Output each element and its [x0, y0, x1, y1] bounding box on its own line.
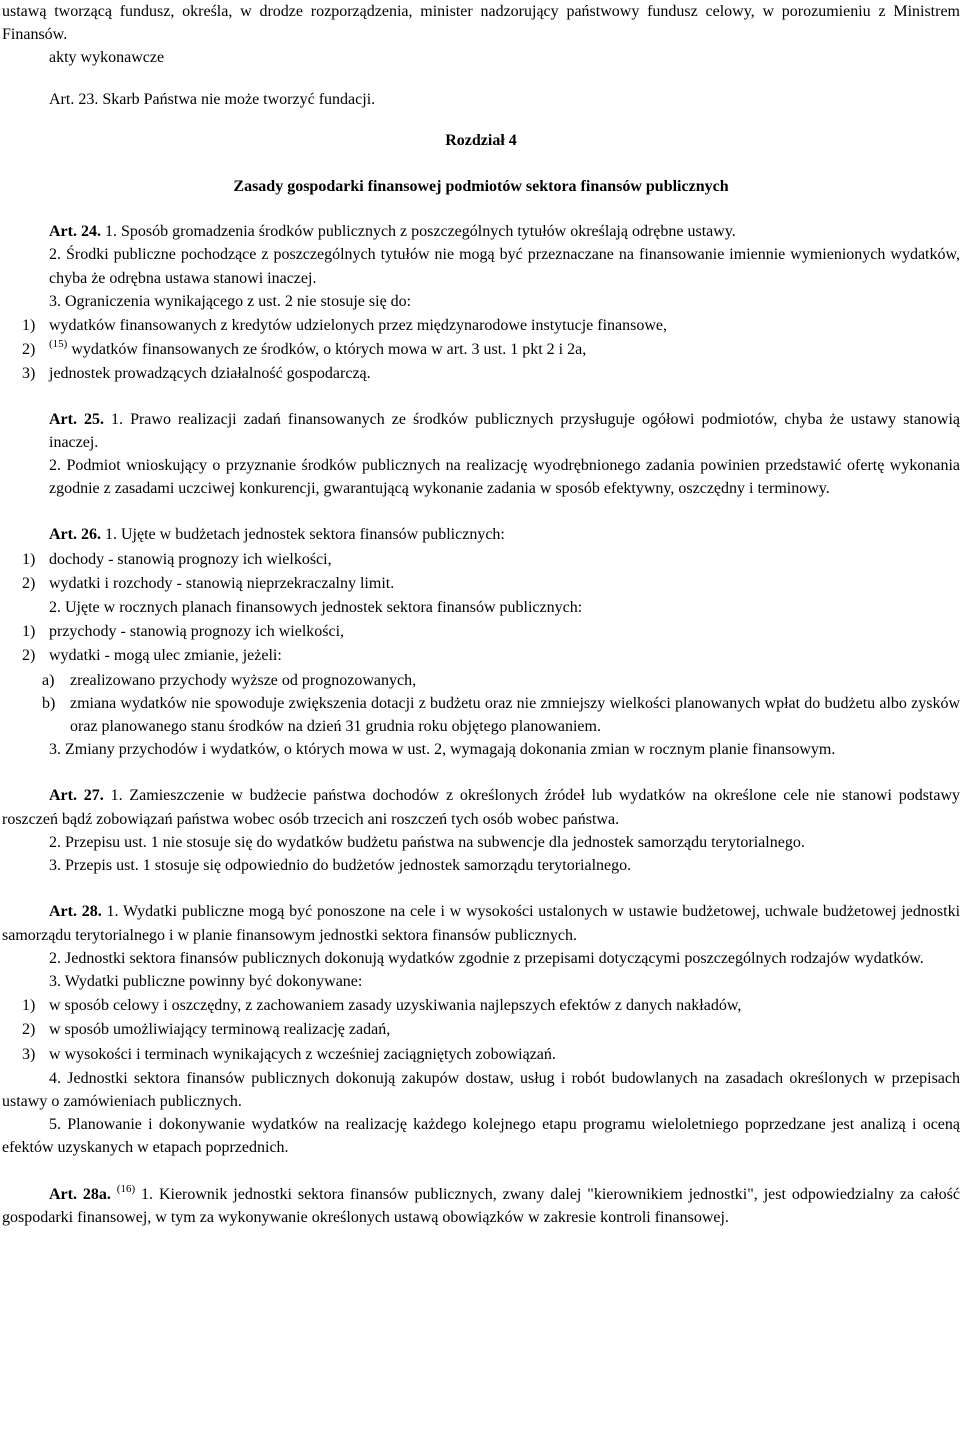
article-28a-label: Art. 28a. [49, 1185, 111, 1203]
footnote-reference: (16) [116, 1182, 136, 1195]
intro-paragraph: ustawą tworzącą fundusz, określa, w drodze rozporządzenia, minister nadzorujący państwowy fundusz celowy, w porozumieniu z Ministrem Finansów. [2, 3, 960, 44]
list-item: 2) wydatki i rozchody - stanowią nieprzekraczalny limit. [22, 574, 395, 592]
article-25-label: Art. 25. [49, 410, 105, 428]
article-24-p1-text: 1. Sposób gromadzenia środków publicznych z poszczególnych tytułów określają odrębne ustawy. [104, 223, 736, 241]
article-25-paragraph-1: Art. 25. 1. Prawo realizacji zadań finansowanych ze środków publicznych przysługuje ogółowi podmiotów, chyba że ustawy stanowią inaczej. [49, 410, 960, 451]
list-item: 2) $^{(15)}$ wydatków finansowanych ze środków, o których mowa w art. 3 ust. 1 pkt 2 i 2a, [22, 338, 587, 359]
list-item: 1) wydatków finansowanych z kredytów udzielonych przez międzynarodowe instytucje finansowe, [22, 317, 668, 335]
list-item: 3) w wysokości i terminach wynikających z wcześniej zaciągniętych zobowiązań. [22, 1045, 556, 1063]
list-item: 1) przychody - stanowią prognozy ich wielkości, [22, 623, 345, 641]
article-23 [2, 88, 960, 111]
article-27-paragraph-2: 2. Przepisu ust. 1 nie stosuje się do wydatków budżetu państwa na subwencje dla jednostek samorządu terytorialnego. [49, 833, 805, 851]
article-23-text: Skarb Państwa nie może tworzyć fundacji. [102, 90, 376, 108]
article-24-paragraph-1 [2, 220, 960, 243]
article-28-paragraph-3: 3. Wydatki publiczne powinny być dokonywane: [49, 972, 363, 990]
article-27-paragraph-1: Art. 27. 1. Zamieszczenie w budżecie państwa dochodów z określonych źródeł lub wydatków na określone cele nie stanowi podstawy roszczeń bądź zobowiązań państwa wobec osób trzecich ani roszczeń tych osób wobec państwa. [2, 787, 960, 828]
footnote-reference: (15) [49, 338, 68, 351]
intro-note: akty wykonawcze [49, 49, 165, 67]
list-item: 3) jednostek prowadzących działalność gospodarczą. [22, 365, 371, 383]
article-24-label: Art. 24. [49, 223, 101, 241]
article-28-paragraph-1: Art. 28. 1. Wydatki publiczne mogą być ponoszone na cele i w wysokości ustalonych w ustawie budżetowej, uchwale budżetowej jednostki samorządu terytorialnego i w planie finansowym jednostki sektora finansów publicznych. [2, 903, 960, 944]
article-27-label: Art. 27. [49, 787, 104, 805]
article-24-paragraph-3: 3. Ograniczenia wynikającego z ust. 2 nie stosuje się do: [49, 292, 412, 310]
chapter-subtitle: Zasady gospodarki finansowej podmiotów sektora finansów publicznych [233, 178, 729, 196]
sub-list-item: b) zmiana wydatków nie spowoduje zwiększenia dotacji z budżetu oraz nie zmniejszy wielkości planowanych wpłat do budżetu albo zysków oraz planowanego stanu środków na dzień 31 grudnia roku objętego planowaniem. [42, 694, 960, 736]
article-23-label: Art. 23. [49, 90, 99, 108]
article-28-paragraph-4: 4. Jednostki sektora finansów publicznych dokonują zakupów dostaw, usług i robót budowlanych na zasadach określonych w przepisach ustawy o zamówieniach publicznych. [2, 1069, 960, 1110]
article-28-paragraph-2: 2. Jednostki sektora finansów publicznych dokonują wydatków zgodnie z przepisami dotyczącymi poszczególnych rodzajów wydatków. [49, 949, 924, 967]
article-26-label: Art. 26. [49, 526, 101, 544]
sub-list-item: a) zrealizowano przychody wyższe od prognozowanych, [42, 671, 417, 689]
article-25-paragraph-2: 2. Podmiot wnioskujący o przyznanie środków publicznych na realizację wyodrębnionego zadania powinien przedstawić ofertę wykonania zgodnie z zasadami uczciwej konkurencji, gwarantującą wykonanie zadania w sposób efektywny, oszczędny i terminowy. [49, 457, 960, 498]
list-item: 2) w sposób umożliwiający terminową realizację zadań, [22, 1021, 391, 1039]
article-26-paragraph-1: Art. 26. 1. Ujęte w budżetach jednostek sektora finansów publicznych: [49, 526, 505, 544]
list-item: 1) dochody - stanowią prognozy ich wielkości, [22, 550, 332, 568]
article-24-paragraph-2: 2. Środki publiczne pochodzące z poszczególnych tytułów nie mogą być przeznaczane na finansowanie imiennie wymienionych wydatków, chyba że odrębna ustawa stanowi inaczej. [49, 246, 960, 287]
chapter-title: Rozdział 4 [445, 131, 517, 149]
article-26-paragraph-3: 3. Zmiany przychodów i wydatków, o których mowa w ust. 2, wymagają dokonania zmian w rocznym planie finansowym. [49, 741, 836, 759]
list-item: 2) wydatki - mogą ulec zmianie, jeżeli: [22, 647, 282, 665]
article-26-paragraph-2: 2. Ujęte w rocznych planach finansowych jednostek sektora finansów publicznych: [49, 599, 583, 617]
article-28-label: Art. 28. [49, 903, 102, 921]
article-28a-paragraph-1: Art. 28a. $^{(16)}$ 1. Kierownik jednostki sektora finansów publicznych, zwany dalej "kierownikiem jednostki", jest odpowiedzialny za całość gospodarki finansowej, w tym za wykonywanie określonych ustawą obowiązków w zakresie kontroli finansowej. [2, 1182, 960, 1226]
article-28-paragraph-5: 5. Planowanie i dokonywanie wydatków na realizację każdego kolejnego etapu programu wieloletniego poprzedzane jest analizą i oceną efektów uzyskanych w etapach poprzednich. [2, 1116, 960, 1157]
article-27-paragraph-3: 3. Przepis ust. 1 stosuje się odpowiednio do budżetów jednostek samorządu terytorialnego. [49, 857, 632, 875]
list-item: 1) w sposób celowy i oszczędny, z zachowaniem zasady uzyskiwania najlepszych efektów z danych nakładów, [22, 997, 742, 1015]
